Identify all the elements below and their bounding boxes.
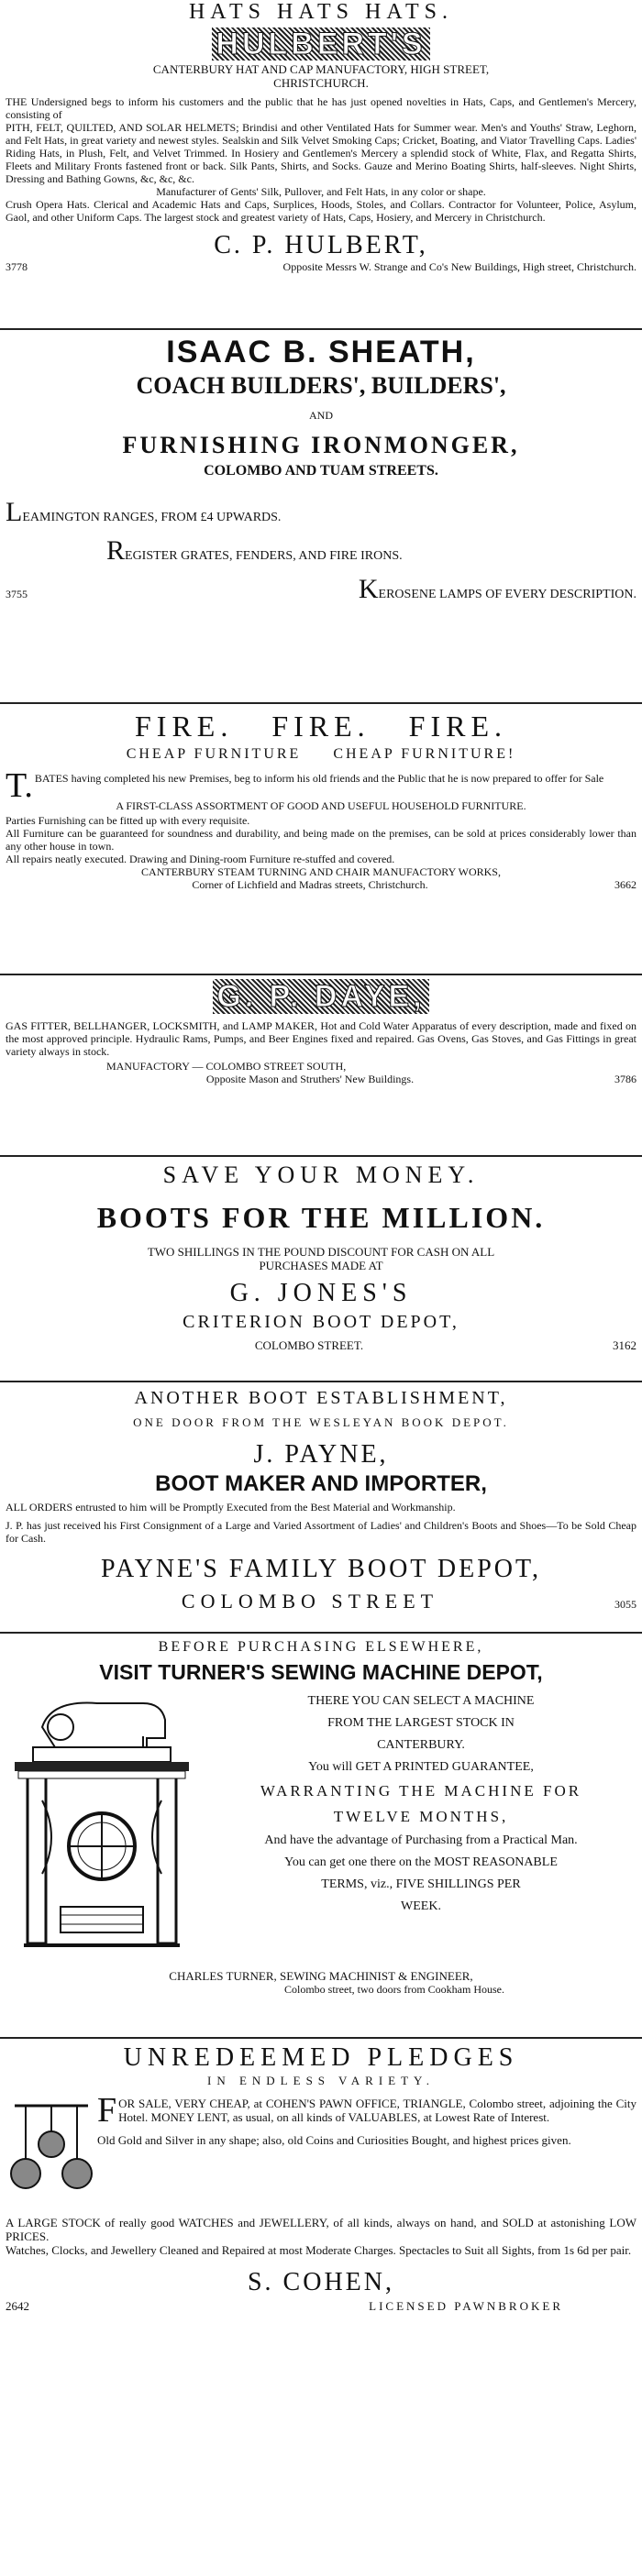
sheath-line2: COACH BUILDERS', BUILDERS', [136,372,506,399]
daye-ad [0,979,642,1153]
divider [0,2037,642,2039]
sheath-item1-drop: L [6,497,23,527]
jones-headline: SAVE YOUR MONEY. [162,1161,480,1188]
hulbert-name: C. P. HULBERT, [214,231,428,259]
fire-para4: All repairs neatly executed. Drawing and Dining-room Furniture re-stuffed and covered. [6,853,395,865]
hats-headline: HATS HATS HATS. [188,0,454,24]
divider [0,328,642,330]
cohen-footer [6,2299,636,2313]
daye-opp: Opposite Mason and Struthers' New Buildings. [205,1073,415,1085]
turner-t6: TWELVE MONTHS, [333,1808,509,1825]
fire-para1b: A FIRST-CLASS ASSORTMENT OF GOOD AND USEFUL HOUSEHOLD FURNITURE. [116,799,526,812]
hulbert-para3: Crush Opera Hats. Clerical and Academic Hats and Caps, Surplices, Hoods, Stoles, and Collars. Contractor for Volunteer, Police, Asylum, Gaol, and other Uniform Caps. The largest stock and greatest variety of Hats, Caps, Hosiery, and Mercery in Christchurch. [6,198,636,224]
turner-t1: THERE YOU CAN SELECT A MACHINE [307,1694,535,1708]
sheath-item3-text: EROSENE LAMPS OF EVERY DESCRIPTION. [378,588,636,601]
cohen-drop: F [97,2091,117,2130]
turner-body [6,1690,636,1965]
payne-street: COLOMBO STREET [181,1590,439,1613]
divider [0,1632,642,1634]
daye-ref: 3786 [614,1073,636,1085]
sheath-line3: FURNISHING IRONMONGER, [122,432,520,458]
cohen-ref: 2642 [6,2299,29,2313]
sheath-ad [0,334,642,700]
fire-ref: 3662 [614,878,636,891]
payne-ad [0,1386,642,1630]
sheath-item1-text: EAMINGTON RANGES, FROM £4 UPWARDS. [22,511,282,524]
fire-ad [0,708,642,972]
turner-headline: VISIT TURNER'S SEWING MACHINE DEPOT, [99,1660,543,1684]
daye-footer [6,1073,636,1085]
sheath-item3-row [6,576,636,609]
fire-sub: CHEAP FURNITURE CHEAP FURNITURE! [126,746,516,762]
sheath-ref: 3755 [6,588,28,600]
sheath-item3 [359,576,636,609]
cohen-sub: IN ENDLESS VARIETY. [207,2074,435,2087]
hulbert-footer [6,260,636,273]
pawnbroker-balls-illustration [6,2097,97,2207]
divider [0,1381,642,1382]
hulbert-ref: 3778 [6,260,28,273]
payne-line2: ONE DOOR FROM THE WESLEYAN BOOK DEPOT. [133,1415,509,1429]
jones-line3: TWO SHILLINGS IN THE POUND DISCOUNT FOR CASH ON ALL [147,1245,495,1259]
fire-para1-text: BATES having completed his new Premises, beg to inform his old friends and the Public that he is now prepared to offer for Sale [34,772,604,785]
turner-t7: And have the advantage of Purchasing from a Practical Man. [264,1833,578,1847]
turner-t2: FROM THE LARGEST STOCK IN [327,1716,515,1730]
fire-footer [6,878,636,891]
fire-drop: T. [6,766,33,805]
jones-ad [0,1161,642,1377]
payne-trade: BOOT MAKER AND IMPORTER, [155,1471,487,1496]
payne-para2: J. P. has just received his First Consignment of a Large and Varied Assortment of Ladies' and Children's Boots and Shoes—To be Sold Cheap for Cash. [6,1519,636,1545]
hulbert-para1: THE Undersigned begs to inform his customers and the public that he has just opened novelties in Hats, Caps, and Gentlemen's Mercery, consisting of [6,95,636,121]
cohen-para1-text: OR SALE, VERY CHEAP, at COHEN'S PAWN OFFICE, TRIANGLE, Colombo street, adjoining the City Hotel. MONEY LENT, as usual, on all kinds of VALUABLES, at Lowest Rate of Interest. [118,2097,636,2124]
jones-line2: BOOTS FOR THE MILLION. [96,1201,546,1234]
payne-depot: PAYNE'S FAMILY BOOT DEPOT, [100,1555,542,1583]
fire-corner: Corner of Lichfield and Madras streets, Christchurch. [192,878,428,891]
turner-t10: WEEK. [401,1899,441,1913]
payne-name: J. PAYNE, [253,1440,389,1469]
pawn-balls-icon [6,2097,97,2207]
hulbert-ad [0,0,642,326]
sheath-item3-drop: K [358,574,379,604]
jones-street: COLOMBO STREET. [254,1338,364,1352]
payne-footer [6,1589,636,1614]
hulbert-sub1: CANTERBURY HAT AND CAP MANUFACTORY, HIGH STREET, [152,62,490,76]
divider [0,1155,642,1157]
hulbert-brand-text: HULBERT'S [212,28,429,61]
sewing-machine-illustration [6,1690,198,1965]
sheath-and: AND [309,409,333,422]
payne-line1: ANOTHER BOOT ESTABLISHMENT, [134,1388,508,1408]
sheath-name: ISAAC B. SHEATH, [166,335,476,369]
payne-ref: 3055 [614,1598,636,1611]
turner-t5: WARRANTING THE MACHINE FOR [260,1782,582,1800]
turner-t4: You will GET A PRINTED GUARANTEE, [308,1760,534,1774]
cohen-ad [0,2042,642,2574]
cohen-para1 [97,2091,636,2130]
fire-headline: FIRE. FIRE. FIRE. [134,710,508,743]
cohen-para3: A LARGE STOCK of really good WATCHES and JEWELLERY, of all kinds, always on hand, and SOLD at astonishing LOW PRICES. [6,2216,636,2243]
cohen-name: S. COHEN, [247,2268,394,2296]
sheath-line4: COLOMBO AND TUAM STREETS. [204,463,438,479]
fire-works: CANTERBURY STEAM TURNING AND CHAIR MANUFACTORY WORKS, [141,865,501,878]
turner-t3: CANTERBURY. [377,1738,465,1752]
cohen-para2: Old Gold and Silver in any shape; also, old Coins and Curiosities Bought, and highest prices given. [97,2133,571,2147]
sheath-item2-text: EGISTER GRATES, FENDERS, AND FIRE IRONS. [125,549,403,563]
payne-para1: ALL ORDERS entrusted to him will be Promptly Executed from the Best Material and Workmanship. [6,1501,456,1514]
sheath-item2 [106,537,636,570]
daye-factory: MANUFACTORY — COLOMBO STREET SOUTH, [106,1060,347,1073]
turner-addr: Colombo street, two doors from Cookham House. [284,1983,504,1996]
fire-para2: Parties Furnishing can be fitted up with every requisite. [6,814,250,827]
daye-para: GAS FITTER, BELLHANGER, LOCKSMITH, and LAMP MAKER, Hot and Cold Water Apparatus of every description, made and fixed on the most approved principle. Hydraulic Rams, Pumps, and Beer Engines fixed and repaired. Gas Ovens, Gas Stoves, and Gas Fittings in great variety always in stock. [6,1019,636,1058]
jones-line3b: PURCHASES MADE AT [259,1259,383,1272]
jones-name: G. JONES'S [229,1279,413,1307]
turner-sig: CHARLES TURNER, SEWING MACHINIST & ENGINEER, [169,1969,473,1983]
divider [0,702,642,704]
hulbert-address: Opposite Messrs W. Strange and Co's New Buildings, High street, Christchurch. [282,260,636,273]
turner-t9: TERMS, viz., FIVE SHILLINGS PER [321,1877,521,1891]
sheath-item2-drop: R [106,535,126,566]
daye-name-wrap [6,979,636,1014]
cohen-title: LICENSED PAWNBROKER [369,2299,563,2313]
cohen-top-text [97,2091,636,2207]
divider [0,974,642,975]
jones-ref: 3162 [613,1338,636,1352]
turner-line1: BEFORE PURCHASING ELSEWHERE, [158,1639,484,1655]
sewing-machine-icon [6,1690,198,1965]
hulbert-para2: Manufacturer of Gents' Silk, Pullover, and Felt Hats, in any color or shape. [156,185,486,198]
cohen-top [6,2091,636,2207]
hulbert-brand [6,28,636,61]
turner-text [198,1690,636,1965]
fire-para1 [6,766,636,805]
hulbert-para1b: PITH, FELT, QUILTED, AND SOLAR HELMETS; Brindisi and other Ventilated Hats for Summer wear. Men's and Youths' Straw, Leghorn, and Felt Hats, in great variety and newest styles. Sealskin and Silk Velvet Smoking Caps; Cricket, Boating, and Viator Travelling Caps. Ladies' Riding Hats, in Plush, Felt, and Velvet Trimmed. In Hosiery and Gentlemen's Mercery a splendid stock of White, Flax, and Regatta Shirts, Fleets and Military Fronts fastened front or back. Silk Pants, Shirts, and Socks. Gauze and Merino Boating Shirts, half-sleeves. Night Shirts, Dressing and Bathing Gowns, &c, &c, &c. [6,121,636,185]
fire-para3: All Furniture can be guaranteed for soundness and durability, and being made on the premises, can be sold at prices considerably lower than any other house in town. [6,827,636,853]
jones-depot: CRITERION BOOT DEPOT, [183,1312,459,1332]
cohen-para4: Watches, Clocks, and Jewellery Cleaned and Repaired at most Moderate Charges. Spectacles to Suit all Sights, from 1s 6d per pair. [6,2243,632,2257]
sheath-item1 [6,499,636,532]
daye-name: G. P. DAYE, [213,979,428,1014]
turner-t8: You can get one there on the MOST REASONABLE [284,1855,558,1869]
cohen-headline: UNREDEEMED PLEDGES [123,2043,519,2072]
jones-footer [6,1338,636,1352]
hulbert-sub2: CHRISTCHURCH. [273,76,369,90]
turner-ad [0,1637,642,2031]
